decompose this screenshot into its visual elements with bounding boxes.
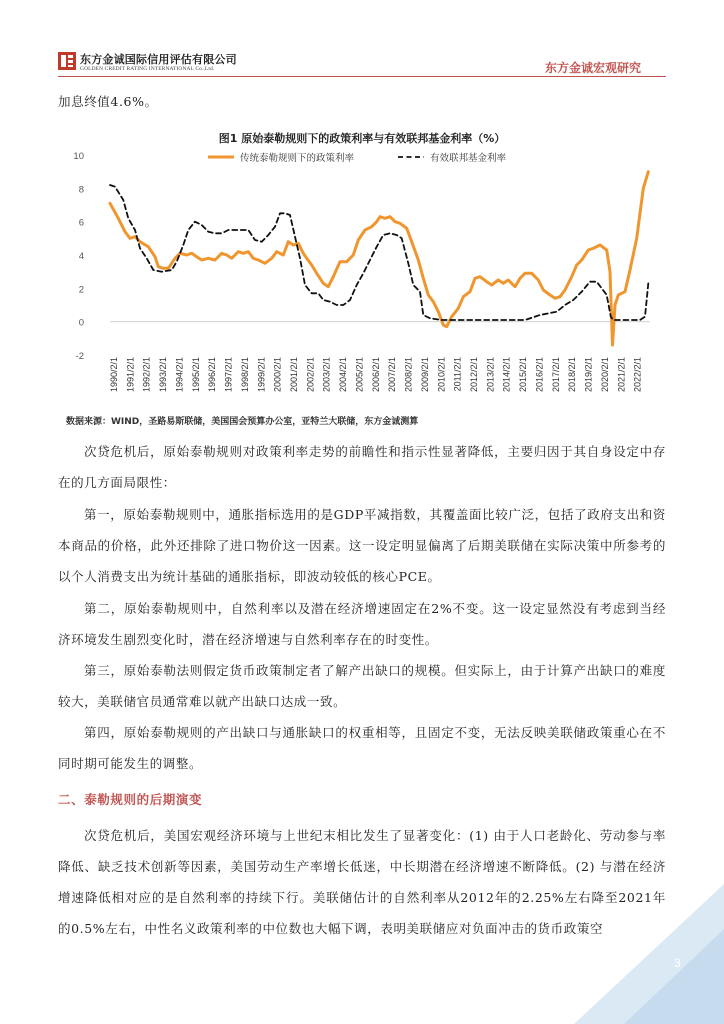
page-number: 3 [674, 956, 681, 970]
x-tick-label: 2006/2/1 [370, 357, 381, 393]
section-heading: 二、泰勒规则的后期演变 [58, 792, 203, 807]
x-tick-label: 2000/2/1 [272, 357, 283, 393]
x-tick-label: 1999/2/1 [256, 357, 267, 393]
x-tick-label: 1995/2/1 [190, 357, 201, 393]
paragraph-1: 次贷危机后，原始泰勒规则对政策利率走势的前瞻性和指示性显著降低，主要归因于其自身设定中存在的几方面局限性： [58, 444, 666, 490]
x-tick-label: 2018/2/1 [567, 357, 578, 393]
figure-chart [58, 145, 666, 412]
x-tick-label: 2014/2/1 [501, 357, 512, 393]
y-tick-label: 10 [73, 151, 84, 162]
x-tick-label: 2013/2/1 [485, 357, 496, 393]
x-tick-label: 2004/2/1 [338, 357, 349, 393]
x-tick-label: 1990/2/1 [109, 357, 119, 393]
x-tick-label: 1998/2/1 [239, 357, 250, 393]
paragraph-3: 第二，原始泰勒规则中，自然利率以及潜在经济增速固定在2%不变。这一设定显然没有考虑到当经济环境发生剧烈变化时，潜在经济增速与自然利率存在的时变性。 [58, 601, 666, 647]
line-chart [58, 145, 666, 412]
x-tick-label: 2002/2/1 [305, 357, 316, 393]
paragraph-5: 第四，原始泰勒规则的产出缺口与通胀缺口的权重相等，且固定不变，无法反映美联储政策重心在不同时期可能发生的调整。 [58, 725, 666, 771]
x-tick-label: 1991/2/1 [125, 357, 136, 393]
series-line-1 [110, 172, 648, 345]
paragraph-6: 次贷危机后，美国宏观经济环境与上世纪末相比发生了显著变化：(1) 由于人口老龄化、劳动参与率降低、缺乏技术创新等因素，美国劳动生产率增长低迷，中长期潜在经济增速不断降低。(2) 与潜在经济增速降低相对应的是自然利率的持续下行。美联储估计的自然利率从2012年的2.25%左右降至2021年的0.5%左右，中性名义政策利率的中位数也大幅下调，表明美联储应对负面冲击的货币政策空 [58, 828, 666, 936]
y-tick-label: 8 [78, 184, 84, 196]
x-tick-label: 2009/2/1 [419, 357, 430, 393]
x-tick-label: 2010/2/1 [436, 357, 447, 393]
page-header [0, 0, 724, 80]
x-tick-label: 2011/2/1 [452, 357, 463, 392]
x-tick-label: 2016/2/1 [534, 357, 545, 393]
x-tick-label: 2020/2/1 [599, 357, 610, 393]
corner-decoration [554, 854, 724, 1024]
x-tick-label: 2019/2/1 [583, 357, 594, 393]
x-tick-label: 2015/2/1 [518, 357, 529, 393]
paragraph-intro: 加息终值4.6%。 [58, 94, 158, 109]
x-tick-label: 1993/2/1 [158, 357, 169, 393]
y-tick-label: 2 [78, 284, 84, 296]
x-tick-label: 2008/2/1 [403, 357, 414, 393]
header-divider [58, 76, 666, 77]
x-tick-label: 1997/2/1 [223, 357, 234, 393]
x-tick-label: 2007/2/1 [387, 357, 398, 393]
paragraph-4: 第三，原始泰勒法则假定货币政策制定者了解产出缺口的规模。但实际上，由于计算产出缺口的难度较大，美联储官员通常难以就产出缺口达成一致。 [58, 663, 666, 709]
x-tick-label: 2012/2/1 [469, 357, 479, 393]
paragraph-2: 第一，原始泰勒规则中，通胀指标选用的是GDP平减指数，其覆盖面比较广泛，包括了政府支出和资本商品的价格，此外还排除了进口物价这一因素。这一设定明显偏离了后期美联储在实际决策中所参考的以个人消费支出为统计基础的通胀指标，即波动较低的核心PCE。 [58, 507, 666, 584]
company-name-cn: 东方金诚国际信用评估有限公司 [80, 53, 237, 66]
legend-label-1: 传统泰勒规则下的政策利率 [240, 153, 355, 164]
company-logo-icon [58, 52, 76, 70]
figure-title: 图1 原始泰勒规则下的政策利率与有效联邦基金利率（%） [218, 132, 506, 145]
y-tick-label: 4 [78, 251, 84, 262]
report-series-name: 东方金诚宏观研究 [545, 61, 642, 75]
x-tick-label: 1992/2/1 [141, 357, 152, 393]
y-tick-label: -2 [75, 351, 84, 362]
x-tick-label: 2021/2/1 [616, 357, 627, 393]
x-tick-label: 2001/2/1 [289, 357, 299, 393]
x-tick-label: 2005/2/1 [354, 357, 365, 393]
x-tick-label: 2022/2/1 [632, 357, 643, 393]
y-tick-label: 0 [78, 317, 84, 329]
figure-source: 数据来源：WIND，圣路易斯联储，美国国会预算办公室，亚特兰大联储，东方金诚测算 [66, 417, 419, 427]
legend-label-2: 有效联邦基金利率 [430, 153, 507, 164]
company-name-en: GOLDEN CREDIT RATING INTERNATIONAL Co.,Ltd. [80, 66, 215, 72]
x-tick-label: 1996/2/1 [207, 357, 218, 393]
y-tick-label: 6 [78, 217, 84, 229]
x-tick-label: 2003/2/1 [321, 357, 332, 393]
x-tick-label: 1994/2/1 [174, 357, 185, 393]
x-tick-label: 2017/2/1 [550, 357, 561, 393]
